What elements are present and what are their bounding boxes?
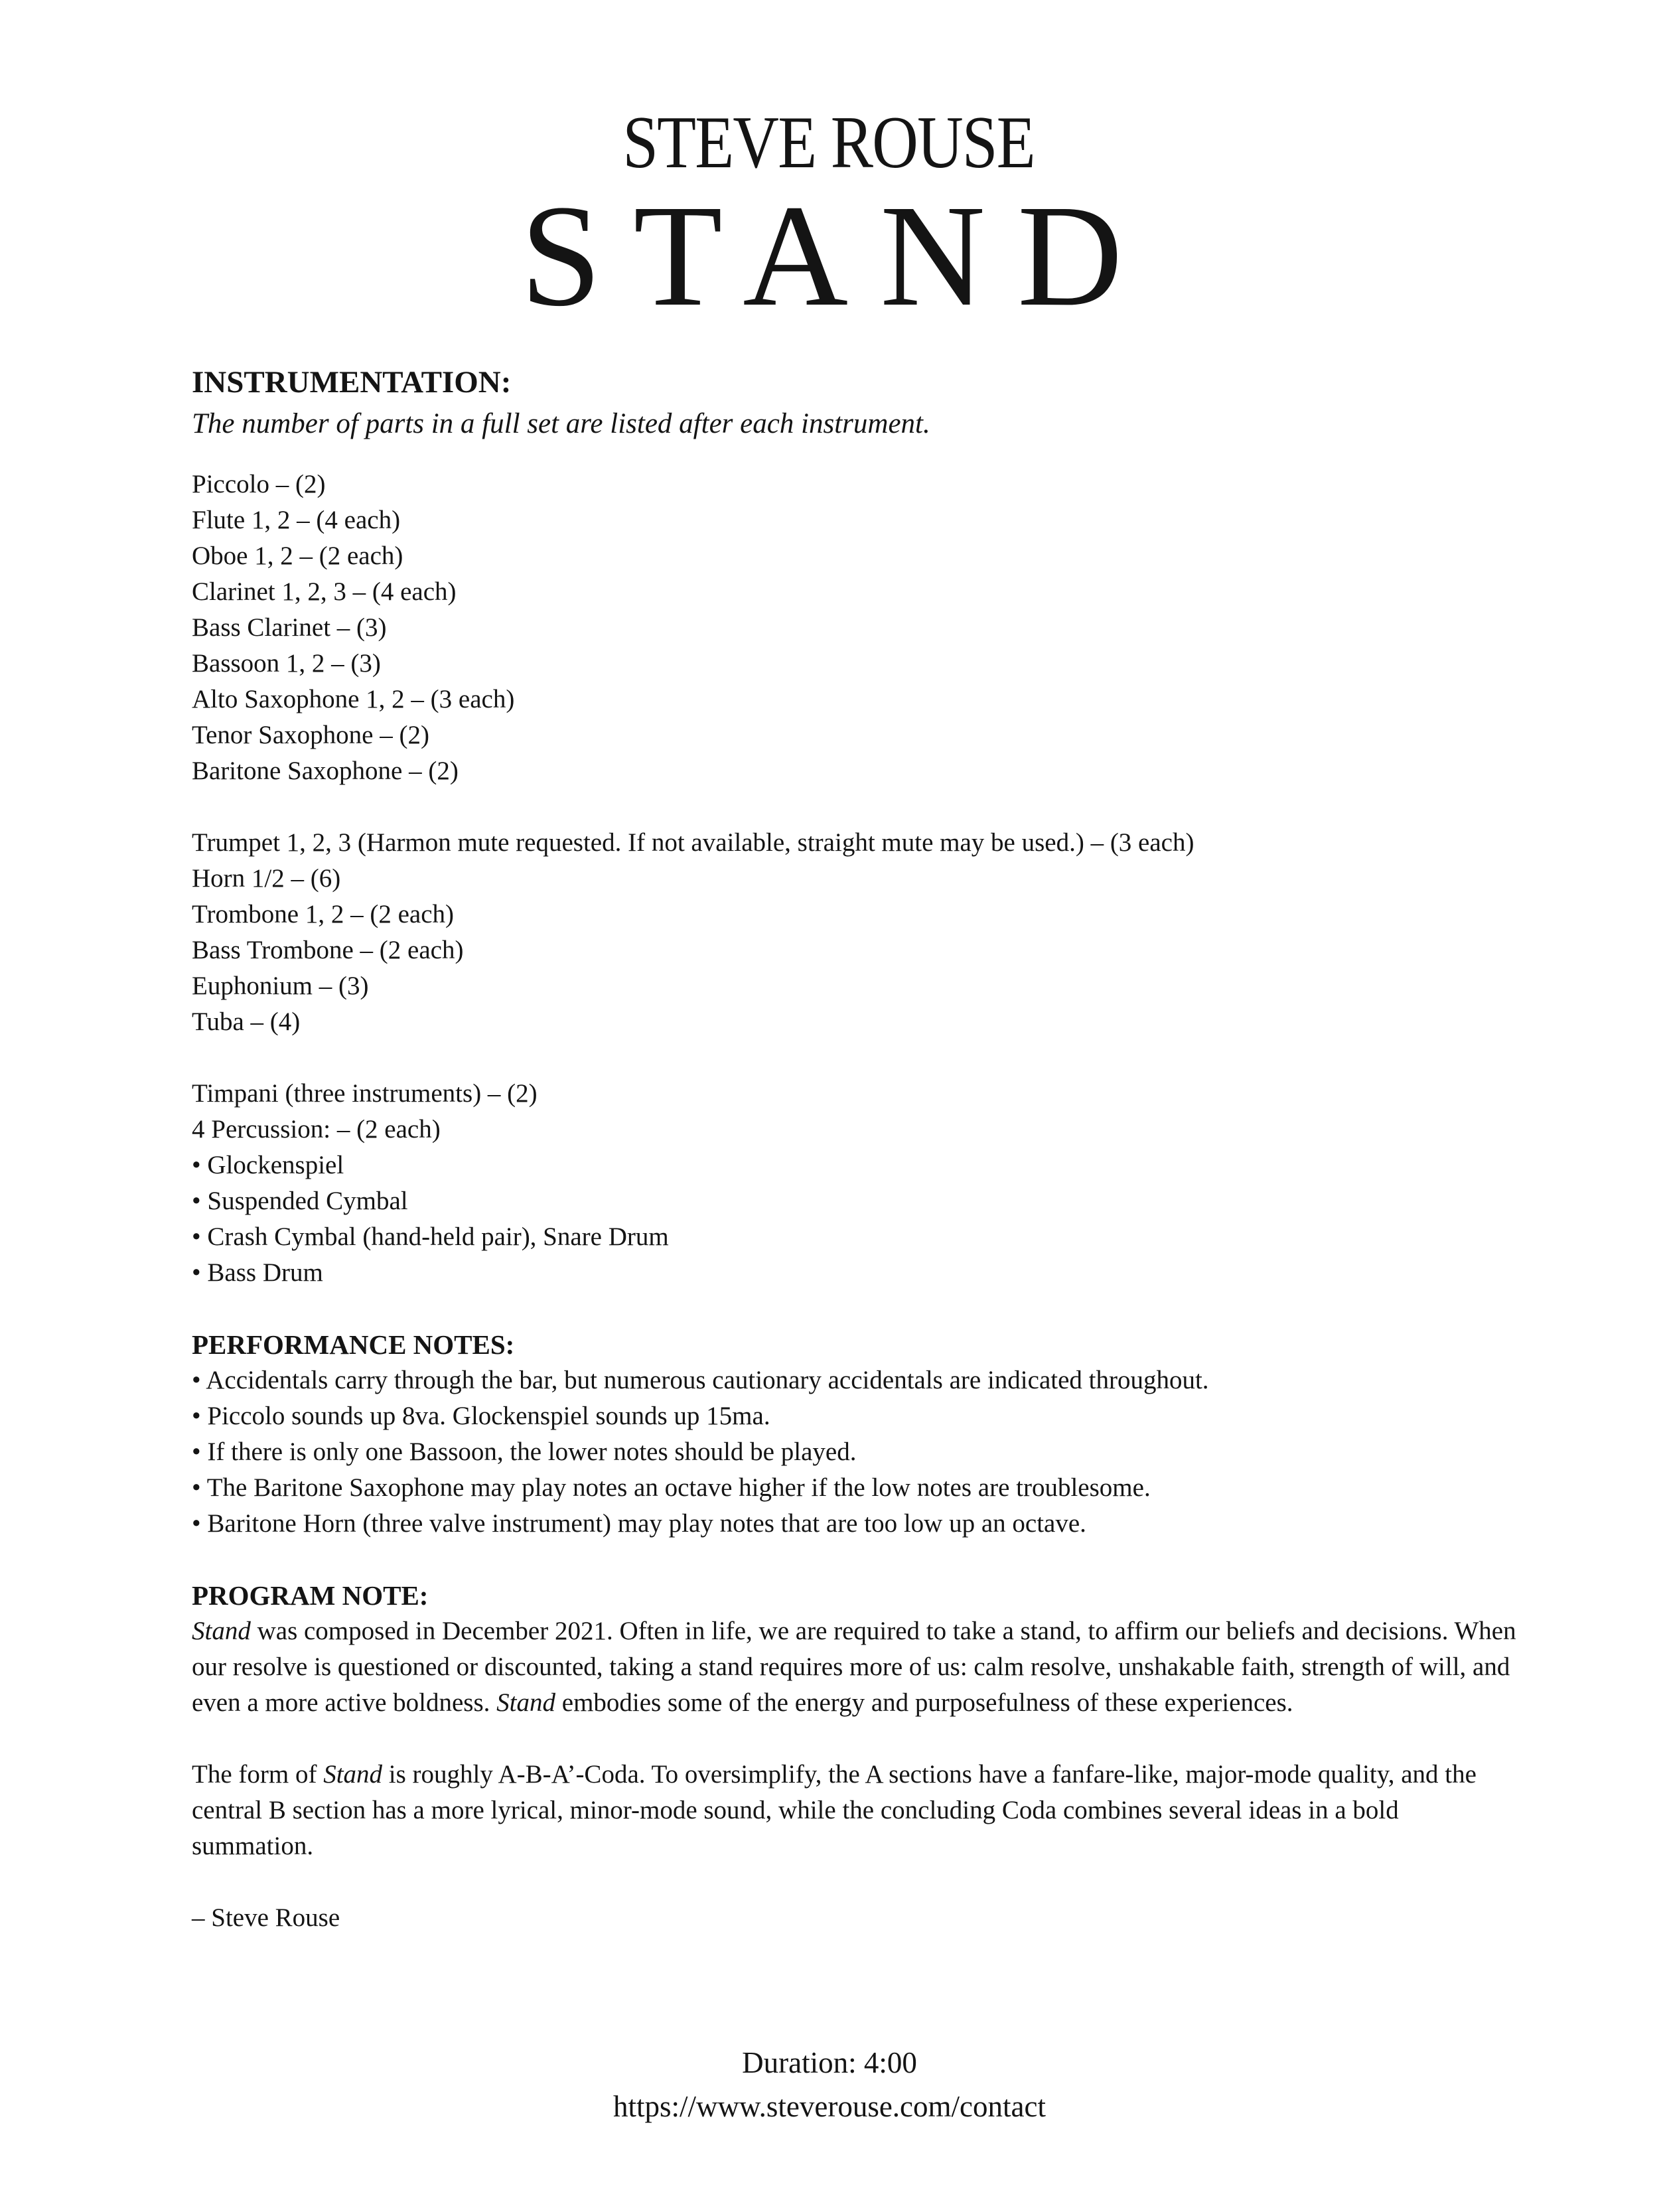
list-item: 4 Percussion: – (2 each) <box>192 1115 441 1143</box>
percussion-list <box>192 1076 1519 1291</box>
list-item: • Bass Drum <box>192 1258 323 1287</box>
list-item: Bass Clarinet – (3) <box>192 613 387 642</box>
spacer <box>192 1040 1519 1076</box>
list-item: Trumpet 1, 2, 3 (Harmon mute requested. If not available, straight mute may be used.) – (3 each) <box>192 828 1194 857</box>
paragraph-text: was composed in December 2021. Often in life, we are required to take a stand, to affirm our beliefs and decisions. When our resolve is questioned or discounted, taking a stand requires more of us: calm resolve, unshakable faith, strength of will, and even a more active boldness. <box>192 1617 1516 1717</box>
spacer <box>192 1864 1519 1900</box>
paragraph-text: embodies some of the energy and purposefulness of these experiences. <box>555 1688 1293 1717</box>
list-item: Euphonium – (3) <box>192 972 369 1000</box>
performance-notes-list <box>192 1363 1519 1542</box>
spacer <box>192 1542 1519 1578</box>
signature: – Steve Rouse <box>192 1903 340 1932</box>
program-note-paragraph-2 <box>192 1757 1519 1864</box>
paragraph-text: The form of <box>192 1760 324 1789</box>
piece-title-italic: Stand <box>192 1617 251 1645</box>
list-item: Alto Saxophone 1, 2 – (3 each) <box>192 685 515 713</box>
program-note-heading: PROGRAM NOTE: <box>192 1580 429 1611</box>
list-item: • Suspended Cymbal <box>192 1187 408 1215</box>
program-note-paragraph-1 <box>192 1613 1519 1721</box>
composer-name: STEVE ROUSE <box>622 102 1035 184</box>
list-item: Flute 1, 2 – (4 each) <box>192 506 401 534</box>
list-item: Horn 1/2 – (6) <box>192 864 341 893</box>
list-item: • Glockenspiel <box>192 1151 344 1179</box>
paragraph-text: is roughly A-B-A’-Coda. To oversimplify, the A sections have a fanfare-like, major-mode quality, and the central B section has a more lyrical, minor-mode sound, while the concluding Coda combines several ideas in a bold summation. <box>192 1760 1477 1860</box>
list-item: Oboe 1, 2 – (2 each) <box>192 542 403 570</box>
list-item: Tuba – (4) <box>192 1007 301 1036</box>
brass-list <box>192 825 1519 1040</box>
instrumentation-heading: INSTRUMENTATION: <box>192 365 512 400</box>
list-item: • Piccolo sounds up 8va. Glockenspiel sounds up 15ma. <box>192 1402 770 1430</box>
list-item: Trombone 1, 2 – (2 each) <box>192 900 454 928</box>
performance-notes-heading: PERFORMANCE NOTES: <box>192 1329 515 1360</box>
list-item: • Crash Cymbal (hand-held pair), Snare Drum <box>192 1222 669 1251</box>
instrumentation-subtitle: The number of parts in a full set are listed after each instrument. <box>192 408 930 439</box>
list-item: Bassoon 1, 2 – (3) <box>192 649 381 678</box>
main-content <box>192 362 1519 1936</box>
duration: Duration: 4:00 <box>742 2046 917 2079</box>
woodwinds-list <box>192 467 1519 789</box>
spacer <box>192 1291 1519 1327</box>
spacer <box>192 1721 1519 1757</box>
list-item: Piccolo – (2) <box>192 470 326 498</box>
contact-url[interactable]: https://www.steverouse.com/contact <box>613 2090 1046 2123</box>
footer <box>0 2041 1659 2128</box>
piece-title-italic: Stand <box>496 1688 556 1717</box>
list-item: Tenor Saxophone – (2) <box>192 721 429 749</box>
list-item: Timpani (three instruments) – (2) <box>192 1079 538 1108</box>
piece-title: STAND <box>520 175 1155 336</box>
list-item: Clarinet 1, 2, 3 – (4 each) <box>192 577 457 606</box>
list-item: • The Baritone Saxophone may play notes an octave higher if the low notes are troublesome. <box>192 1473 1151 1502</box>
list-item: • Baritone Horn (three valve instrument) may play notes that are too low up an octave. <box>192 1509 1086 1538</box>
spacer <box>192 789 1519 825</box>
list-item: Bass Trombone – (2 each) <box>192 936 464 964</box>
list-item: Baritone Saxophone – (2) <box>192 757 459 785</box>
piece-title-italic: Stand <box>323 1760 383 1789</box>
list-item: • If there is only one Bassoon, the lower notes should be played. <box>192 1438 857 1466</box>
list-item: • Accidentals carry through the bar, but numerous cautionary accidentals are indicated throughout. <box>192 1366 1209 1394</box>
